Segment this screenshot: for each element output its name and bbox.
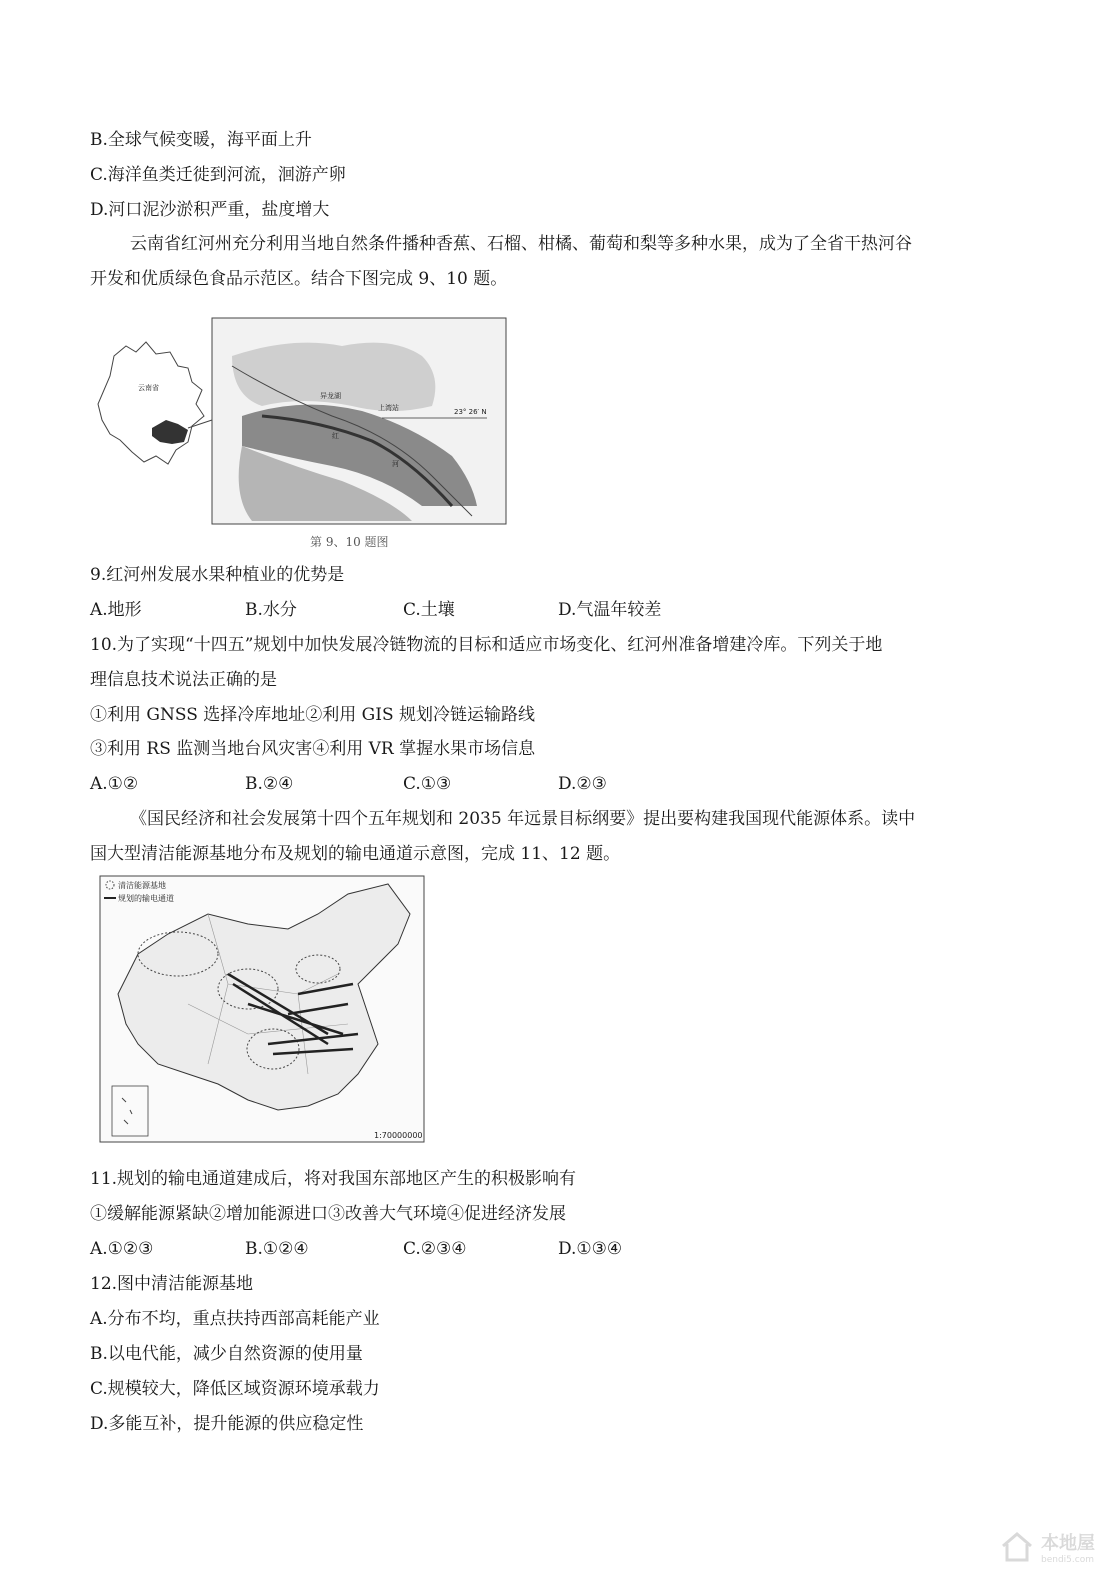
china-energy-map-figure — [98, 874, 428, 1146]
figure1-caption: 第 9、10 题图 — [310, 535, 389, 549]
legend-base-label: 清洁能源基地 — [118, 881, 166, 890]
q10-option-d: D.②③ — [558, 774, 607, 794]
q12-option-a: A.分布不均，重点扶持西部高耗能产业 — [90, 1309, 380, 1329]
inset-pointer — [188, 420, 212, 428]
q10-option-a: A.①② — [90, 774, 139, 794]
passage1-line1: 云南省红河州充分利用当地自然条件播种香蕉、石榴、柑橘、葡萄和梨等多种水果，成为了全省干热河谷 — [130, 234, 912, 254]
q12-option-b: B.以电代能，减少自然资源的使用量 — [90, 1344, 363, 1364]
q10-stem-line2: 理信息技术说法正确的是 — [90, 670, 277, 690]
place-label: 上湾站 — [378, 404, 399, 412]
passage2-line1: 《国民经济和社会发展第十四个五年规划和 2035 年远景目标纲要》提出要构建我国现代能源体系。读中 — [130, 809, 916, 829]
q11-option-b: B.①②④ — [245, 1239, 309, 1259]
lake-label: 异龙湖 — [320, 392, 341, 400]
q12-stem: 12.图中清洁能源基地 — [90, 1274, 254, 1294]
inset-label: 云南省 — [138, 384, 159, 392]
watermark-sub: bendi5.com — [1041, 1555, 1094, 1565]
legend-channel-label: 规划的输电通道 — [118, 894, 174, 903]
q9-stem: 9.红河州发展水果种植业的优势是 — [90, 565, 345, 585]
q10-stem-line1: 10.为了实现“十四五”规划中加快发展冷链物流的目标和适应市场变化、红河州准备增建冷库。下列关于地 — [90, 635, 883, 655]
river-label-2: 河 — [392, 460, 399, 468]
q9-option-b: B.水分 — [245, 600, 297, 620]
yunnan-outline — [98, 342, 204, 464]
latitude-label: 23° 26′ N — [454, 408, 487, 416]
q11-stem: 11.规划的输电通道建成后，将对我国东部地区产生的积极影响有 — [90, 1169, 577, 1189]
q11-option-a: A.①②③ — [90, 1239, 154, 1259]
q9-option-d: D.气温年较差 — [558, 600, 662, 620]
q8-option-d: D.河口泥沙淤积严重，盐度增大 — [90, 200, 330, 220]
map2-scale: 1:70000000 — [374, 1131, 423, 1140]
q10-option-b: B.②④ — [245, 774, 294, 794]
terrain-north — [232, 343, 435, 411]
q10-item1: ①利用 GNSS 选择冷库地址②利用 GIS 规划冷链运输路线 — [90, 705, 536, 725]
passage2-line2: 国大型清洁能源基地分布及规划的输电通道示意图，完成 11、12 题。 — [90, 844, 621, 864]
q10-item2: ③利用 RS 监测当地台风灾害④利用 VR 掌握水果市场信息 — [90, 739, 536, 759]
q8-option-c: C.海洋鱼类迁徙到河流，洄游产卵 — [90, 165, 346, 185]
q9-option-a: A.地形 — [90, 600, 142, 620]
honghe-region-inset — [152, 420, 188, 444]
q11-option-c: C.②③④ — [403, 1239, 467, 1259]
watermark — [999, 1529, 1095, 1565]
passage1-line2: 开发和优质绿色食品示范区。结合下图完成 9、10 题。 — [90, 269, 508, 289]
q10-option-c: C.①③ — [403, 774, 452, 794]
q12-option-d: D.多能互补，提升能源的供应稳定性 — [90, 1414, 364, 1434]
q11-items: ①缓解能源紧缺②增加能源进口③改善大气环境④促进经济发展 — [90, 1204, 566, 1224]
watermark-main: 本地屋 — [1041, 1533, 1095, 1554]
river-label-1: 红 — [332, 432, 339, 440]
honghe-map-figure — [92, 316, 512, 531]
q9-option-c: C.土壤 — [403, 600, 455, 620]
house-icon — [999, 1530, 1035, 1564]
q12-option-c: C.规模较大，降低区域资源环境承载力 — [90, 1379, 380, 1399]
q8-option-b: B.全球气候变暖，海平面上升 — [90, 130, 312, 150]
q11-option-d: D.①③④ — [558, 1239, 623, 1259]
